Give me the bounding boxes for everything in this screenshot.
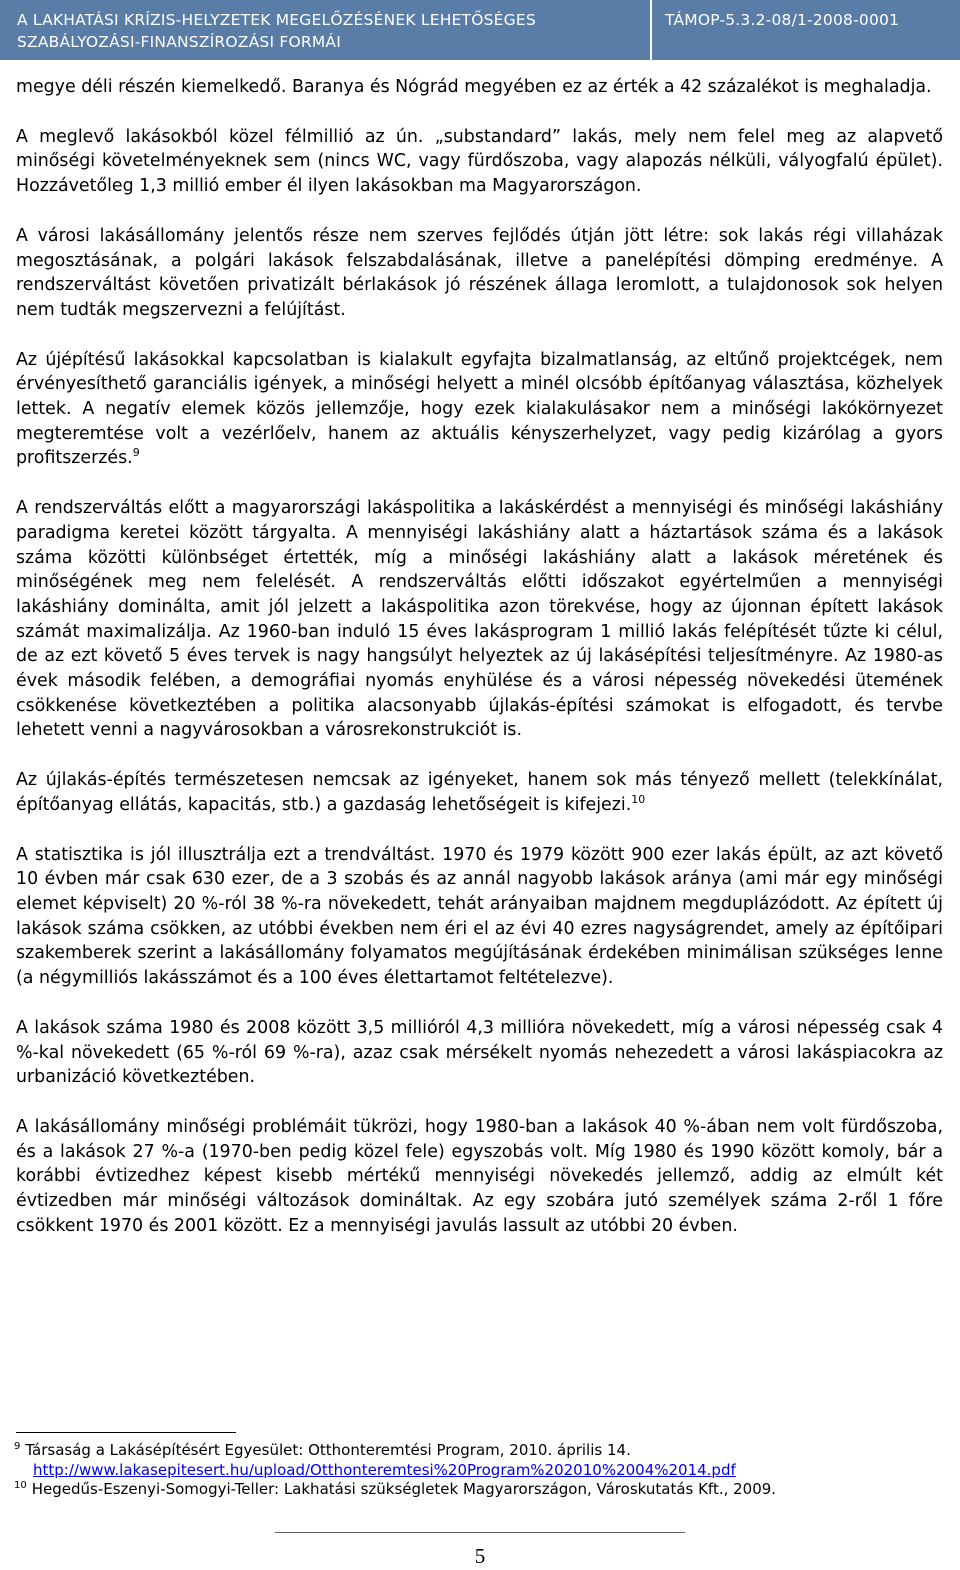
page-header [0, 0, 960, 60]
header-divider [650, 0, 652, 60]
paragraph-9: A lakásállomány minőségi problémáit tükrözi, hogy 1980-ban a lakások 40 %-ában nem volt fürdőszoba, és a lakások 27 %-a (1970-ben pedig közel fele) egyszobás volt. Míg 1980 és 1990 között komoly, bár a korábbi évtizedhez képest kisebb mértékű mennyiségi növekedés jellemző, addig az elmúlt két évtizedben már minőségi változások domináltak. Az egy szobára jutó személyek száma 2-ről 1 főre csökkent 1970 és 2001 között. Ez a mennyiségi javulás lassult az utóbbi 20 évben. [16, 1116, 943, 1236]
paragraph-5: A rendszerváltás előtt a magyarországi lakáspolitika a lakáskérdést a mennyiségi és minőségi lakáshiány paradigma keretei között tárgyalta. A mennyiségi lakáshiány alatt a háztartások száma és a lakások száma közötti különbséget értették, míg a minőségi lakáshiány alatt a lakások méretének és minőségének meg nem felelését. A rendszerváltás előtti időszakot egyértelműen a mennyiségi lakáshiány dominálta, amit jól jelzett a lakáspolitika azon törekvése, hogy az újonnan épített lakások számát maximalizálja. Az 1960-ban induló 15 éves lakásprogram 1 millió lakás felépítését tűzte ki célul, de az ezt követő 5 éves tervek is nagy hangsúlyt helyeztek az új lakásépítési teljesítményre. Az 1980-as évek második felében, a demográfiai nyomás enyhülése és a városi népesség növekedési ütemének csökkenése következtében a politika alacsonyabb újlakás-építési számokat is elfogadott, és tervbe lehetett venni a nagyvárosokban a városrekonstrukciót is. [16, 498, 943, 741]
footnote-10-text: Hegedűs-Eszenyi-Somogyi-Teller: Lakhatási szükségletek Magyarországon, Városkutatás Kft., 2009. [31, 1480, 777, 1498]
paragraph-1: megye déli részén kiemelkedő. Baranya és Nógrád megyében ez az érték a 42 százalékot is meghaladja. [16, 77, 932, 97]
footnote-10 [14, 1480, 944, 1500]
document-title-line-1: A LAKHATÁSI KRÍZIS-HELYZETEK MEGELŐZÉSÉNEK LEHETŐSÉGES [17, 11, 536, 29]
footnote-9-link-line [14, 1461, 944, 1481]
project-code: TÁMOP-5.3.2-08/1-2008-0001 [665, 11, 900, 29]
paragraph-8: A lakások száma 1980 és 2008 között 3,5 millióról 4,3 millióra növekedett, míg a városi népesség csak 4 %-kal növekedett (65 %-ról 69 %-ra), azaz csak mérsékelt nyomás nehezedett a városi lakáspiacokra az urbanizáció következtében. [16, 1017, 943, 1088]
paragraph-6 [16, 768, 943, 817]
page-footer-rule [275, 1532, 685, 1533]
footnotes [14, 1441, 944, 1500]
document-title-line-2: SZABÁLYOZÁSI-FINANSZÍROZÁSI FORMÁI [17, 33, 341, 51]
paragraph-4 [16, 348, 943, 472]
body-text [16, 75, 943, 1263]
footnote-separator [16, 1432, 236, 1433]
page-number: 5 [474, 1544, 486, 1568]
paragraph-6-text: Az újlakás-építés természetesen nemcsak az igényeket, hanem sok más tényező mellett (telekkínálat, építőanyag ellátás, kapacitás, stb.) a gazdaság lehetőségeit is kifejezi. [16, 770, 943, 815]
footnote-9 [14, 1441, 944, 1461]
paragraph-2: A meglevő lakásokból közel félmillió az ún. „substandard” lakás, mely nem felel meg az alapvető minőségi követelményeknek sem (nincs WC, vagy fürdőszoba, vagy alapozás nélküli, vályogfalú épület). Hozzávetőleg 1,3 millió ember él ilyen lakásokban ma Magyarországon. [16, 126, 943, 197]
footnote-ref-10[interactable]: 10 [631, 792, 646, 806]
footnote-9-number: 9 [14, 1441, 21, 1452]
footnote-9-text: Társaság a Lakásépítésért Egyesület: Otthonteremtési Program, 2010. április 14. [25, 1441, 631, 1459]
footnote-9-link[interactable]: http://www.lakasepitesert.hu/upload/Otthonteremtesi%20Program%202010%2004%2014.pdf [33, 1460, 736, 1479]
footnote-10-number: 10 [14, 1480, 27, 1491]
footnote-ref-9[interactable]: 9 [132, 446, 140, 460]
paragraph-7: A statisztika is jól illusztrálja ezt a trendváltást. 1970 és 1979 között 900 ezer lakás épült, az azt követő 10 évben már csak 630 ezer, de a 3 szobás és az annál nagyobb lakások aránya (ami már egy minőségi elemet képviselt) 20 %-ról 38 %-ra növekedett, tehát arányaiban majdnem megduplázódott. Az épített új lakások száma csökken, az utóbbi években nem éri el az évi 40 ezres nagyságrendet, amely az építőipari szakemberek szerint a lakásállomány folyamatos megújításának érdekében minimálisan szükséges lenne (a négymilliós lakásszámot és a 100 éves élettartamot feltételezve). [16, 844, 943, 989]
paragraph-3: A városi lakásállomány jelentős része nem szerves fejlődés útján jött létre: sok lakás régi villaházak megosztásának, a polgári lakások felszabdalásának, illetve a panelépítési dömping eredménye. A rendszerváltást követően privatizált bérlakások jó részének állaga leromlott, a tulajdonosok sok helyen nem tudták megszervezni a felújítást. [16, 225, 943, 320]
paragraph-4-text: Az újépítésű lakásokkal kapcsolatban is kialakult egyfajta bizalmatlanság, az eltűnő projektcégek, nem érvényesíthető garanciális igények, a minőségi helyett a minél olcsóbb építőanyag választása, közhelyek lettek. A negatív elemek közös jellemzője, hogy ezek kialakulásakor nem a minőségi lakókörnyezet megteremtése volt a vezérlőelv, hanem az aktuális kényszerhelyzet, vagy pedig kizárólag a gyors profitszerzés. [16, 349, 943, 469]
document-title [17, 9, 536, 53]
